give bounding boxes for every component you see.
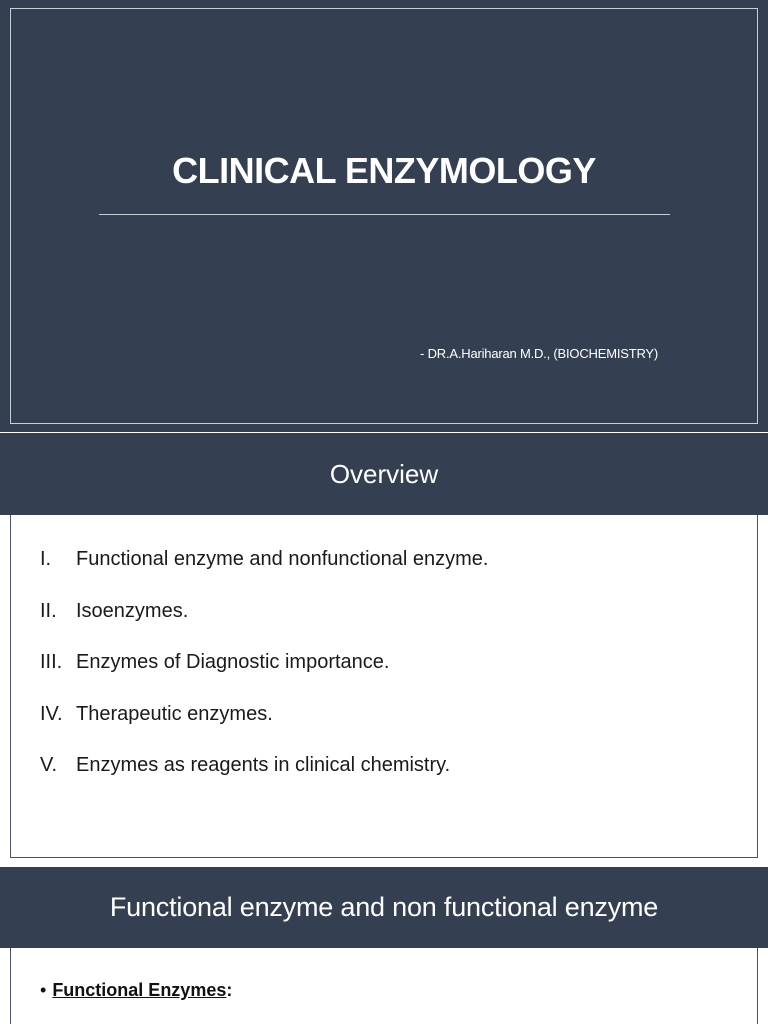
list-item-text: Enzymes as reagents in clinical chemistry.: [76, 754, 451, 776]
list-item-text: Isoenzymes.: [76, 599, 189, 622]
list-item-text: Functional enzyme and nonfunctional enzyme.: [76, 548, 489, 570]
list-item-text: Enzymes of Diagnostic importance.: [76, 651, 390, 673]
overview-list: [40, 548, 488, 806]
overview-body: [10, 515, 758, 858]
title-divider: [99, 214, 670, 215]
list-item-number: II.: [40, 599, 57, 622]
slide-title: CLINICAL ENZYMOLOGY: [172, 150, 596, 191]
title-slide: [0, 0, 768, 432]
section-body: [10, 948, 758, 1024]
list-item-number: I.: [40, 548, 52, 570]
bullet-item: [40, 980, 232, 1001]
list-item: [40, 651, 488, 703]
bullet-colon: :: [226, 980, 233, 1000]
overview-title: Overview: [329, 459, 439, 489]
list-item: [40, 703, 488, 755]
section-header: [0, 867, 768, 948]
list-item: [40, 754, 488, 806]
list-item-number: III.: [40, 651, 63, 673]
list-item: [40, 600, 488, 652]
list-item-text: Therapeutic enzymes.: [76, 702, 273, 725]
list-item-number: V.: [40, 754, 58, 776]
slide-frame-border: [10, 8, 758, 424]
list-item-number: IV.: [40, 702, 63, 725]
bullet-heading: Functional Enzymes: [52, 980, 227, 1000]
overview-header: [0, 433, 768, 515]
author-line: - DR.A.Hariharan M.D., (BIOCHEMISTRY): [420, 346, 658, 361]
section-title: Functional enzyme and non functional enzyme: [109, 892, 659, 922]
list-item: [40, 548, 488, 600]
bullet-icon: •: [40, 980, 47, 1000]
